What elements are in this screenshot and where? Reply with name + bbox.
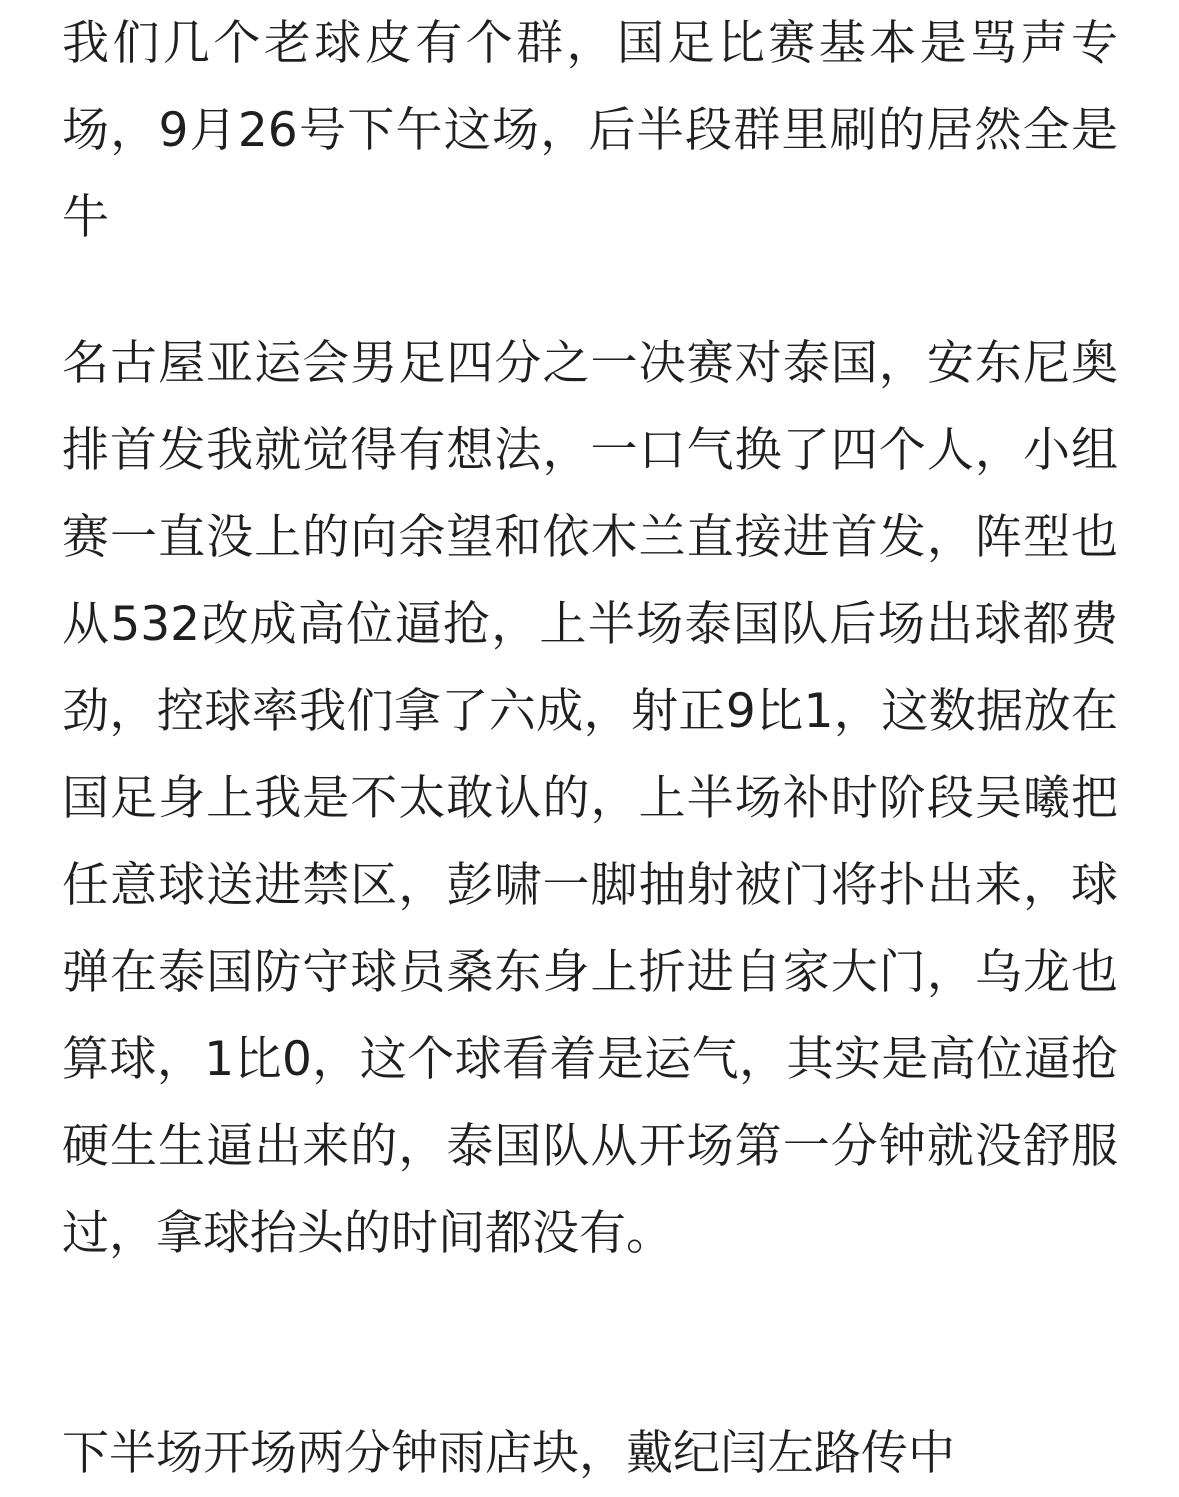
paragraph-2: 名古屋亚运会男足四分之一决赛对泰国，安东尼奥排首发我就觉得有想法，一口气换了四个人，小组赛一直没上的向余望和依木兰直接进首发，阵型也从532改成高位逼抢，上半场泰国队后场出球都费劲，控球率我们拿了六成，射正9比1，这数据放在国足身上我是不太敢认的，上半场补时阶段吴曦把任意球送进禁区，彭啸一脚抽射被门将扑出来，球弹在泰国防守球员桑东身上折进自家大门，乌龙也算球，1比0，这个球看着是运气，其实是高位逼抢硬生生逼出来的，泰国队从开场第一分钟就没舒服过，拿球抬头的时间都没有。 — [62, 336, 1118, 1261]
paragraph-3: 下半场开场两分钟雨店块，戴纪闫左路传中 — [62, 1426, 955, 1481]
paragraph-1: 我们几个老球皮有个群，国足比赛基本是骂声专场，9月26号下午这场，后半段群里刷的居然全是牛 — [62, 16, 1118, 245]
